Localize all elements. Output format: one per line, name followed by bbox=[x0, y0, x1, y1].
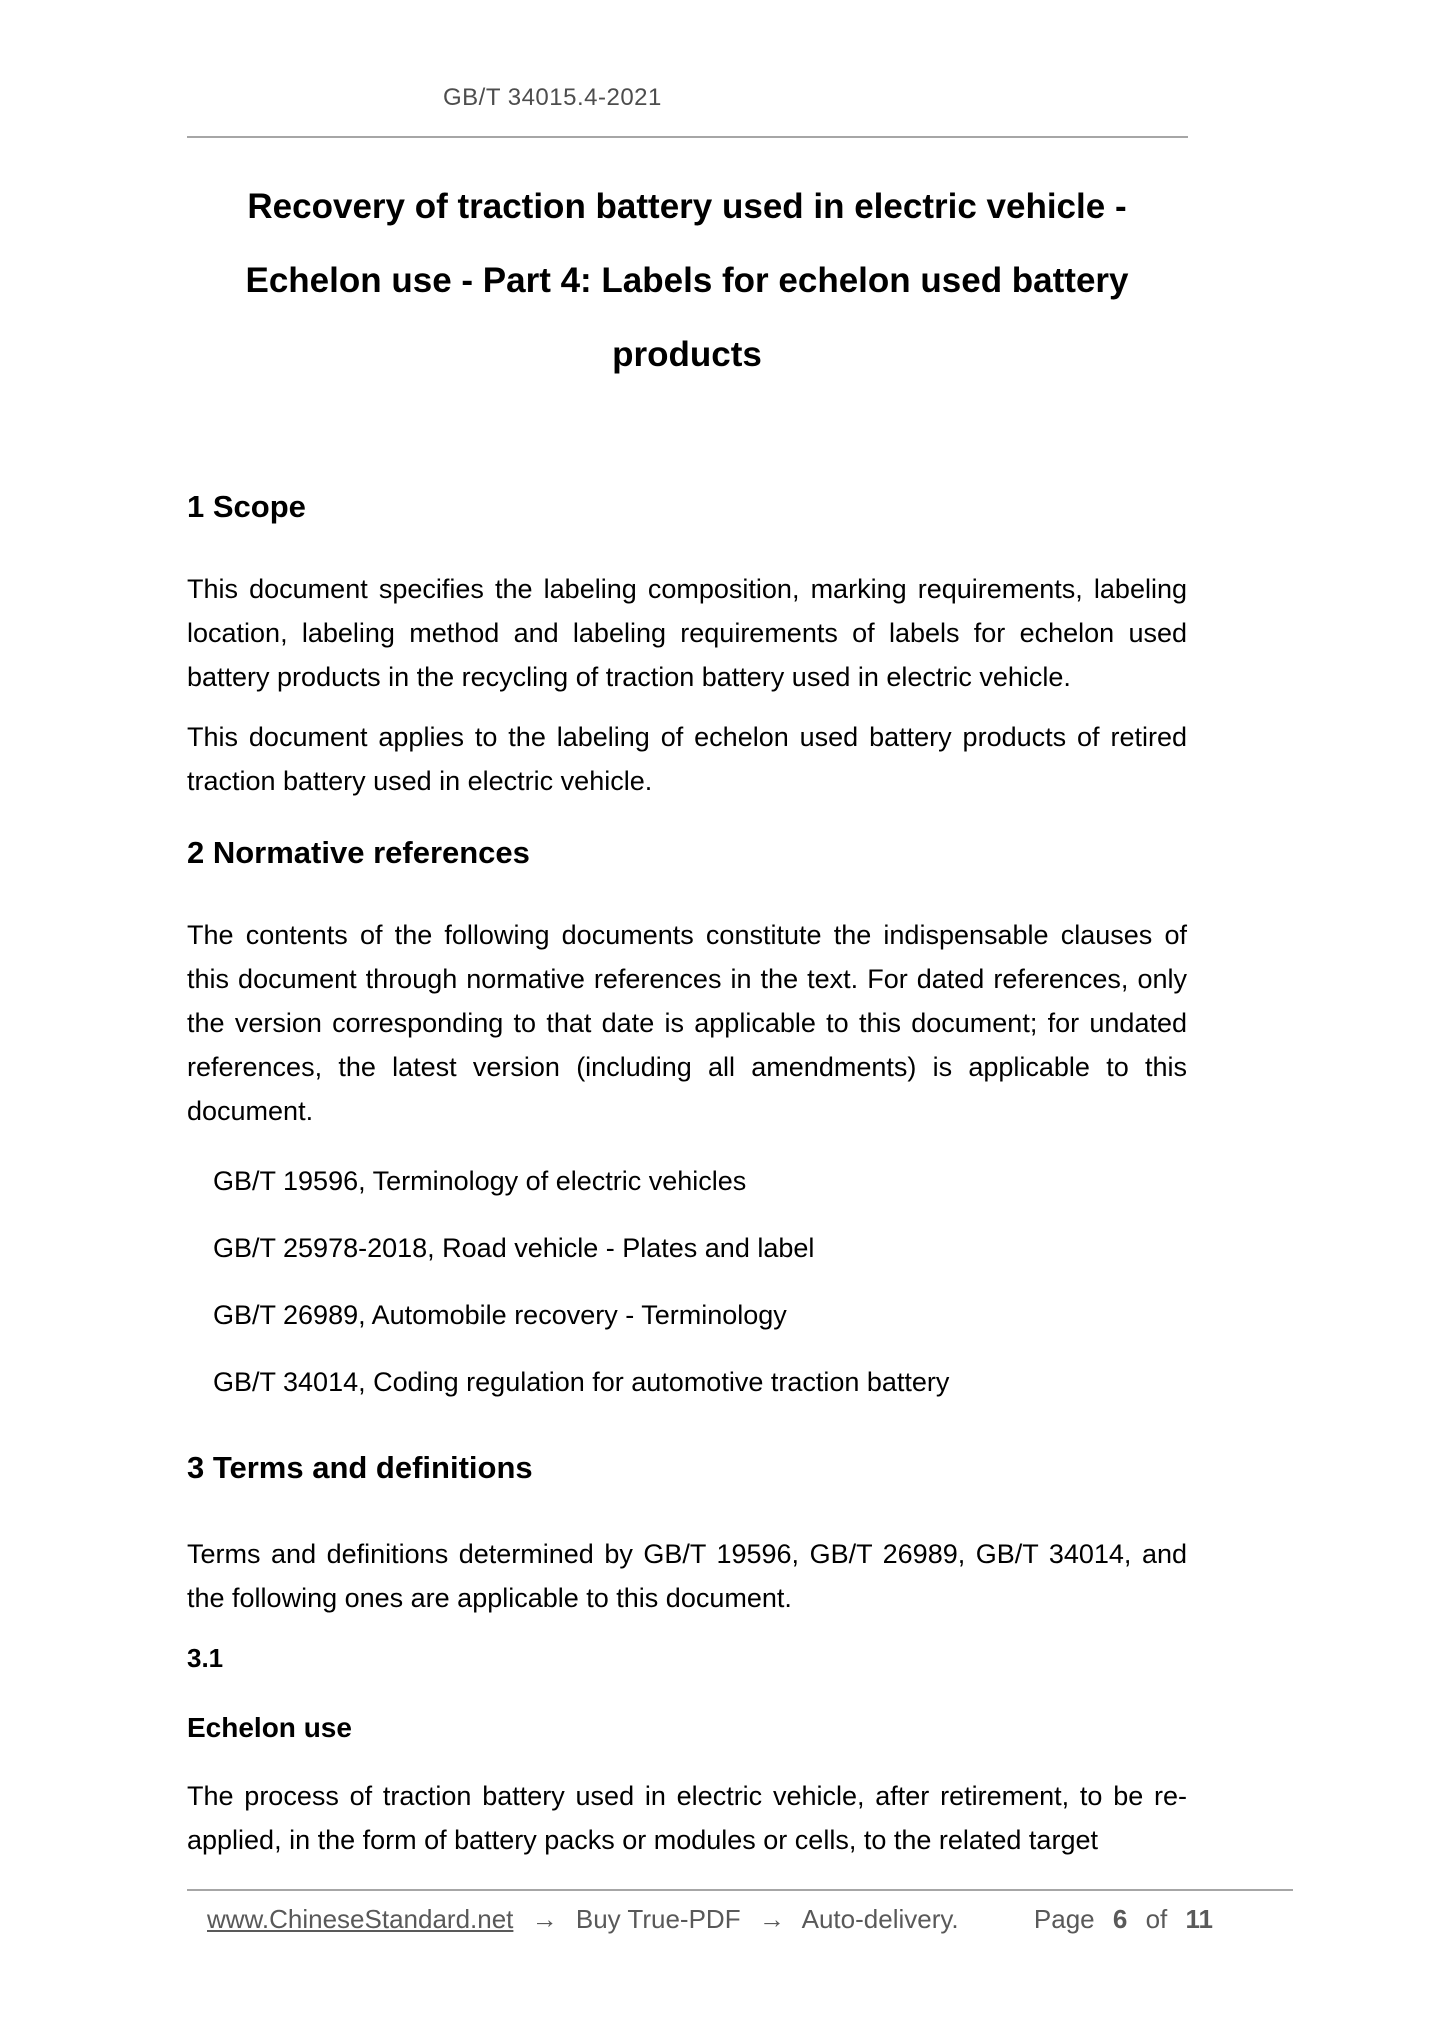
term-title: Echelon use bbox=[187, 1712, 352, 1743]
reference-item-3: GB/T 26989, Automobile recovery - Terminology bbox=[213, 1300, 787, 1330]
section-heading-normative-references: 2 Normative references bbox=[187, 835, 530, 870]
document-title-line-2: Echelon use - Part 4: Labels for echelon used battery bbox=[245, 261, 1129, 300]
footer-buy-label: Buy True-PDF bbox=[575, 1904, 741, 1934]
standard-code: GB/T 34015.4-2021 bbox=[443, 84, 662, 111]
footer-divider bbox=[187, 1889, 1293, 1891]
page-footer bbox=[187, 1904, 1293, 1935]
page-word: Page bbox=[1033, 1904, 1095, 1934]
term-clause-number: 3.1 bbox=[187, 1643, 224, 1673]
terms-intro: Terms and definitions determined by GB/T 19596, GB/T 26989, GB/T 34014, and the following ones are applicable to this document. bbox=[187, 1539, 1187, 1613]
section-heading-scope: 1 Scope bbox=[187, 489, 306, 524]
current-page-number: 6 bbox=[1112, 1904, 1128, 1934]
document-title-line-1: Recovery of traction battery used in electric vehicle - bbox=[247, 187, 1127, 226]
reference-item-2: GB/T 25978-2018, Road vehicle - Plates and label bbox=[213, 1233, 815, 1263]
document-title bbox=[187, 170, 1187, 392]
scope-paragraph-1: This document specifies the labeling composition, marking requirements, labeling location, labeling method and labeling requirements of labels for echelon used battery products in the recycling of traction battery used in electric vehicle. bbox=[187, 574, 1187, 692]
document-title-line-3: products bbox=[612, 335, 762, 374]
reference-item-1: GB/T 19596, Terminology of electric vehicles bbox=[213, 1166, 747, 1196]
arrow-right-icon: → bbox=[531, 1904, 558, 1934]
footer-site-info bbox=[187, 1904, 959, 1935]
site-link[interactable]: www.ChineseStandard.net bbox=[207, 1904, 514, 1934]
arrow-right-icon: → bbox=[758, 1904, 785, 1934]
reference-item-4: GB/T 34014, Coding regulation for automotive traction battery bbox=[213, 1367, 950, 1397]
document-body bbox=[187, 0, 1187, 1862]
section-heading-terms-definitions: 3 Terms and definitions bbox=[187, 1450, 533, 1485]
footer-delivery-label: Auto-delivery. bbox=[801, 1904, 959, 1934]
page-indicator bbox=[1034, 1904, 1213, 1935]
scope-paragraph-2: This document applies to the labeling of echelon used battery products of retired traction battery used in electric vehicle. bbox=[187, 722, 1187, 796]
normative-references-intro: The contents of the following documents constitute the indispensable clauses of this document through normative references in the text. For dated references, only the version corresponding to that date is applicable to this document; for undated references, the latest version (including all amendments) is applicable to this document. bbox=[187, 920, 1187, 1126]
total-page-number: 11 bbox=[1185, 1904, 1213, 1934]
of-word: of bbox=[1145, 1904, 1168, 1934]
term-definition: The process of traction battery used in electric vehicle, after retirement, to be re-applied, in the form of battery packs or modules or cells, to the related target bbox=[187, 1781, 1187, 1855]
